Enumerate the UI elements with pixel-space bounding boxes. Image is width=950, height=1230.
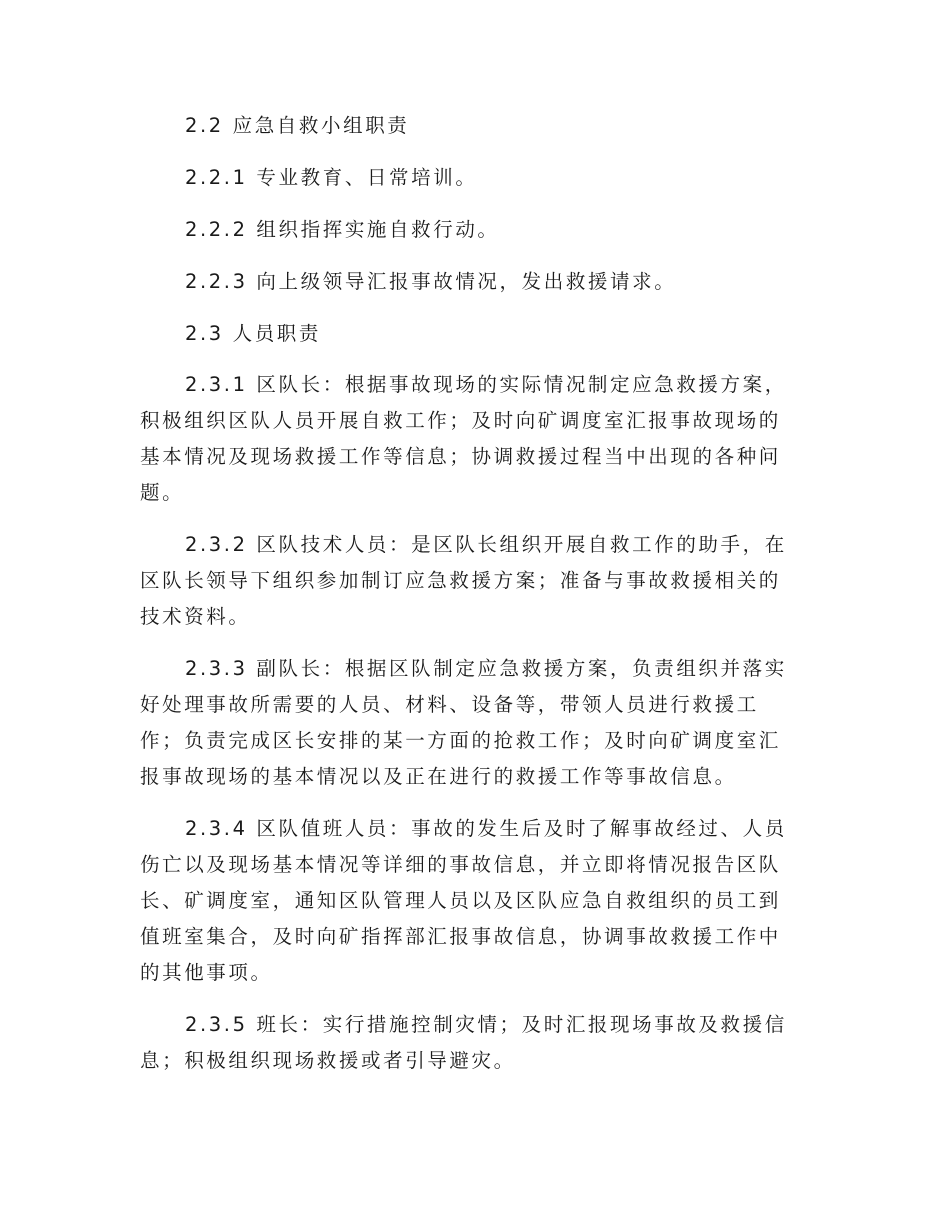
- document-body: [140, 107, 800, 1095]
- paragraph: 2.3.3 副队长：根据区队制定应急救援方案，负责组织并落实好处理事故所需要的人员、材料、设备等，带领人员进行救援工作；负责完成区长安排的某一方面的抢救工作；及时向矿调度室汇报事故现场的基本情况以及正在进行的救援工作等事故信息。: [140, 657, 787, 788]
- paragraph: 2.3.5 班长：实行措施控制灾情；及时汇报现场事故及救援信息；积极组织现场救援或者引导避灾。: [140, 1013, 787, 1072]
- list-item: 2.2.1 专业教育、日常培训。: [185, 166, 478, 189]
- paragraph: 2.3.4 区队值班人员：事故的发生后及时了解事故经过、人员伤亡以及现场基本情况等详细的事故信息，并立即将情况报告区队长、矿调度室，通知区队管理人员以及区队应急自救组织的员工到值班室集合，及时向矿指挥部汇报事故信息，协调事故救援工作中的其他事项。: [140, 817, 787, 984]
- section-heading: 2.3 人员职责: [185, 322, 322, 345]
- section-heading: 2.2 应急自救小组职责: [185, 114, 410, 137]
- paragraph: 2.3.2 区队技术人员：是区队长组织开展自救工作的助手，在区队长领导下组织参加制订应急救援方案；准备与事故救援相关的技术资料。: [140, 533, 787, 628]
- list-item: 2.2.2 组织指挥实施自救行动。: [185, 218, 500, 241]
- paragraph: 2.3.1 区队长：根据事故现场的实际情况制定应急救援方案，积极组织区队人员开展自救工作；及时向矿调度室汇报事故现场的基本情况及现场救援工作等信息；协调救援过程当中出现的各种问题。: [140, 373, 787, 504]
- list-item: 2.2.3 向上级领导汇报事故情况，发出救援请求。: [185, 270, 677, 293]
